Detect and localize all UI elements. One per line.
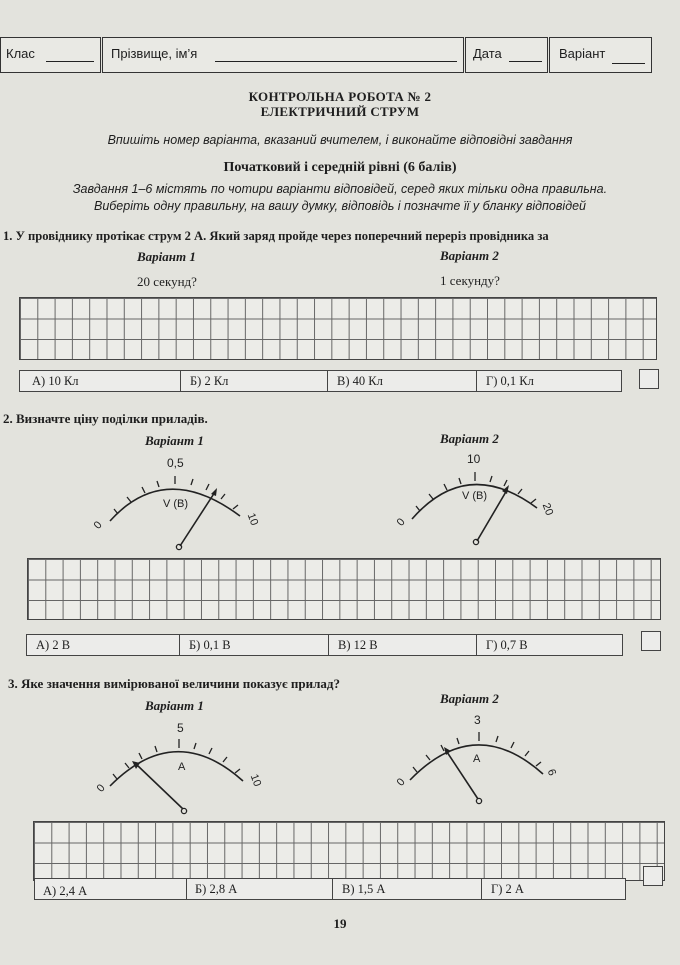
q1-work-grid[interactable]	[19, 297, 657, 360]
q3-variant-1-label: Варіант 1	[145, 698, 204, 713]
q1-answer-box[interactable]	[639, 369, 659, 389]
q1-option-d[interactable]: Г) 0,1 Кл	[486, 374, 534, 388]
question-2-text: 2. Визначте ціну поділки приладів.	[3, 411, 208, 426]
variant-label: Варіант	[559, 46, 606, 61]
section-desc-2: Виберіть одну правильну, на вашу думку, відповідь і позначте її у бланку відповідей	[93, 199, 587, 213]
variant-box[interactable]	[549, 37, 652, 73]
q2-m2-max: 20	[539, 501, 556, 518]
q2-m1-max: 10	[244, 511, 261, 528]
q2-meter-2	[385, 448, 575, 558]
q2-m1-unit: V (B)	[163, 498, 189, 510]
q3-m2-mid: 3	[474, 713, 481, 727]
test-title: КОНТРОЛЬНА РОБОТА № 2	[248, 89, 432, 104]
q1-option-c[interactable]: В) 40 Кл	[337, 374, 383, 388]
q3-meter-2	[385, 708, 575, 818]
q2-m2-mid: 10	[467, 452, 481, 466]
q3-work-grid[interactable]	[33, 821, 665, 881]
section-desc-1: Завдання 1–6 містять по чотири варіанти відповідей, серед яких тільки одна правильна.	[72, 182, 608, 196]
class-box[interactable]	[0, 37, 101, 73]
question-1-text: 1. У провіднику протікає струм 2 А. Який заряд пройде через поперечний переріз провідника за	[3, 229, 549, 243]
q3-option-c[interactable]: В) 1,5 А	[342, 882, 386, 896]
q1-variant-2-text: 1 секунду?	[440, 273, 500, 288]
q2-option-b[interactable]: Б) 0,1 В	[189, 638, 231, 652]
question-3-text: 3. Яке значення вимірюваної величини показує прилад?	[8, 676, 340, 691]
q2-work-grid[interactable]	[27, 558, 661, 620]
class-label: Клас	[6, 46, 35, 61]
name-box[interactable]	[102, 37, 464, 73]
q3-m1-unit: A	[178, 761, 186, 773]
q3-option-b[interactable]: Б) 2,8 А	[195, 882, 238, 896]
q2-m1-mid: 0,5	[167, 456, 184, 470]
q3-m1-min: 0	[94, 782, 108, 795]
q3-option-d[interactable]: Г) 2 А	[491, 882, 524, 896]
q2-answer-row	[26, 634, 623, 656]
q2-m2-min: 0	[394, 516, 408, 529]
q1-option-a[interactable]: А) 10 Кл	[32, 374, 79, 388]
q1-variant-1-label: Варіант 1	[137, 249, 196, 264]
q2-variant-1-label: Варіант 1	[145, 433, 204, 448]
q3-meter-1	[85, 715, 275, 825]
q2-meter-1	[85, 450, 275, 560]
q1-variant-2-label: Варіант 2	[440, 248, 499, 263]
class-underline	[46, 60, 94, 62]
q3-m1-max: 10	[247, 772, 264, 789]
q2-option-c[interactable]: В) 12 В	[338, 638, 378, 652]
q3-m2-min: 0	[394, 776, 408, 789]
q1-variant-1-text: 20 секунд?	[137, 274, 197, 289]
name-underline	[215, 60, 457, 62]
instruction-text: Впишіть номер варіанта, вказаний вчителем, і виконайте відповідні завдання	[107, 133, 573, 147]
page-number: 19	[333, 916, 347, 931]
q3-option-a[interactable]: А) 2,4 А	[43, 884, 88, 898]
q3-answer-box[interactable]	[643, 866, 663, 886]
q1-option-b[interactable]: Б) 2 Кл	[190, 374, 229, 388]
q2-option-a[interactable]: А) 2 В	[36, 638, 71, 652]
q1-answer-row	[19, 370, 622, 392]
q2-m2-unit: V (B)	[462, 490, 488, 502]
q3-m1-mid: 5	[177, 721, 184, 735]
q2-answer-box[interactable]	[641, 631, 661, 651]
q2-m1-min: 0	[91, 519, 105, 532]
date-label: Дата	[473, 46, 502, 61]
variant-underline	[612, 62, 645, 64]
q3-answer-row	[34, 878, 626, 900]
q3-m2-max: 6	[544, 767, 559, 778]
q3-variant-2-label: Варіант 2	[440, 691, 499, 706]
section-title: Початковий і середній рівні (6 балів)	[223, 160, 457, 175]
q2-variant-2-label: Варіант 2	[440, 431, 499, 446]
date-box[interactable]	[465, 37, 548, 73]
test-subtitle: ЕЛЕКТРИЧНИЙ СТРУМ	[260, 104, 420, 119]
q3-m2-unit: A	[473, 753, 481, 765]
date-underline	[509, 60, 542, 62]
q2-option-d[interactable]: Г) 0,7 В	[486, 638, 528, 652]
name-label: Прізвище, ім’я	[111, 46, 198, 61]
